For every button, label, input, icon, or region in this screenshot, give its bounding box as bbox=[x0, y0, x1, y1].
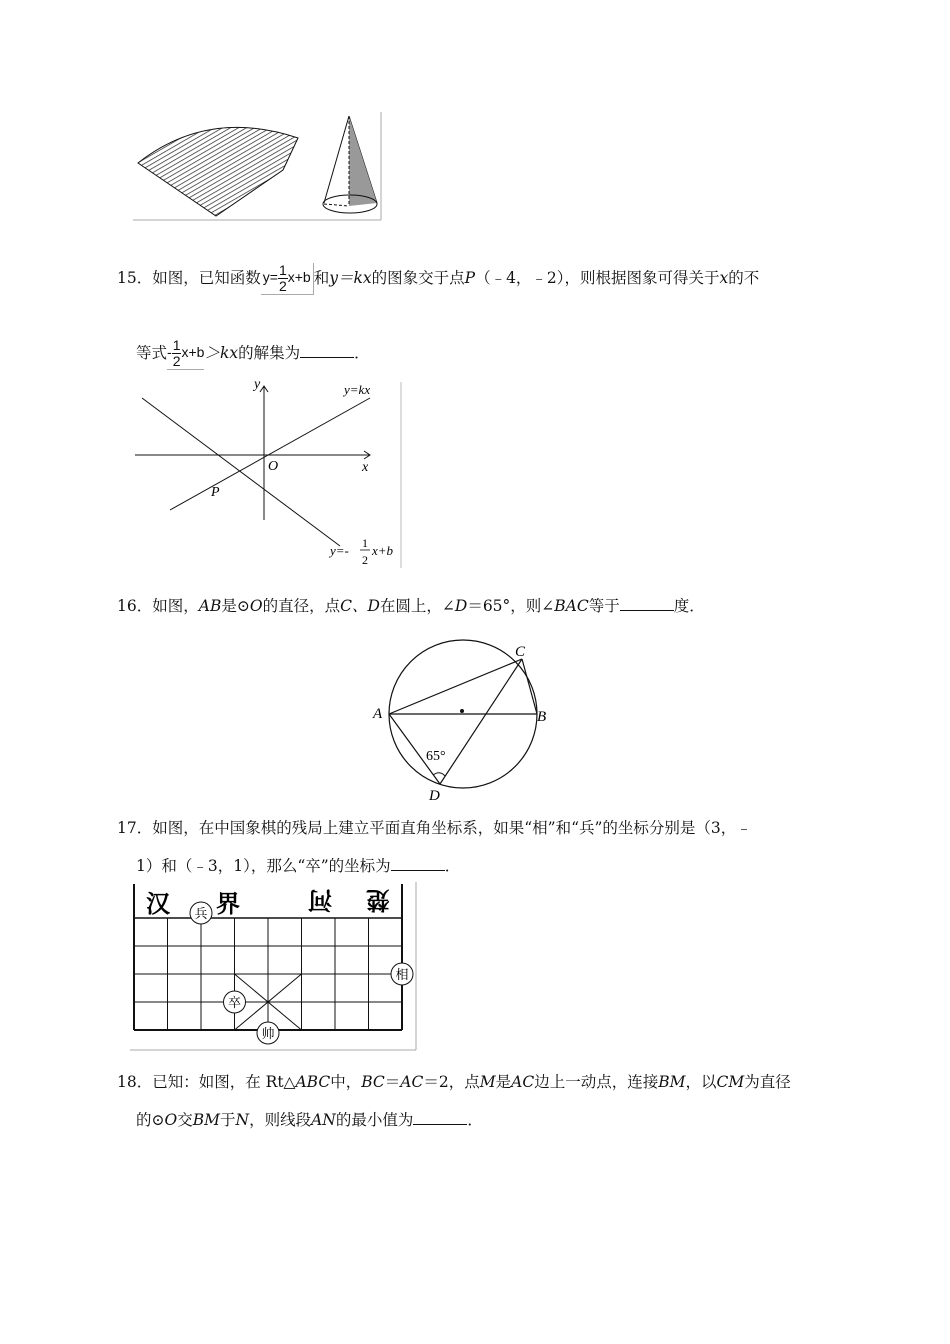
label-a: A bbox=[373, 706, 383, 722]
q18-text: 交 bbox=[177, 1111, 193, 1129]
q16-d: D bbox=[454, 597, 468, 615]
chord-cb bbox=[522, 659, 537, 714]
chord-dc bbox=[440, 659, 522, 784]
q17-end: ． bbox=[444, 857, 461, 875]
line2-label-num: 1 bbox=[362, 536, 368, 550]
q18-ac: AC bbox=[511, 1073, 535, 1091]
q16-bac: BAC bbox=[554, 597, 589, 615]
fraction-numerator: 1 bbox=[172, 337, 181, 353]
x-axis-label: x bbox=[362, 460, 369, 475]
piece-zu[interactable] bbox=[224, 991, 246, 1013]
river-char: 河 bbox=[308, 886, 332, 912]
line2-label-suffix: x+b bbox=[372, 543, 394, 558]
q16-number: 16． bbox=[117, 597, 153, 615]
q16-text: ＝65°，则∠ bbox=[467, 597, 555, 615]
q15-answer-blank[interactable] bbox=[300, 343, 354, 358]
center-dot bbox=[460, 709, 464, 713]
q18-text: ＝2，点 bbox=[423, 1073, 480, 1091]
q17-number: 17． bbox=[117, 819, 153, 837]
q15-text: 如图，已知函数 bbox=[152, 269, 261, 287]
q15-end: ． bbox=[354, 344, 370, 362]
q16-text: 是⊙ bbox=[221, 597, 250, 615]
q15-gt-kx: ＞kx bbox=[204, 344, 239, 362]
river-char: 楚 bbox=[366, 886, 390, 912]
q17-chess-board bbox=[128, 880, 420, 1052]
piece-bing[interactable] bbox=[190, 902, 212, 924]
q18-bc: BC bbox=[361, 1073, 385, 1091]
q18-o: O bbox=[164, 1111, 178, 1129]
q15-text: 和 bbox=[313, 269, 330, 287]
q18-an: AN bbox=[311, 1111, 336, 1129]
label-c: C bbox=[515, 644, 526, 660]
label-b: B bbox=[537, 709, 547, 725]
q15-text: 等式 bbox=[136, 344, 168, 362]
q16-answer-blank[interactable] bbox=[620, 596, 674, 611]
q17-line1 bbox=[117, 818, 752, 838]
q18-text: 的最小值为 bbox=[335, 1111, 414, 1129]
label-d: D bbox=[429, 788, 440, 804]
q15-graph bbox=[130, 378, 405, 570]
q15-ineq-suffix: x+b bbox=[181, 344, 205, 361]
sector-and-cone-figure bbox=[128, 108, 388, 228]
fraction-numerator: 1 bbox=[278, 262, 287, 278]
q16-text: 的直径，点 bbox=[262, 597, 341, 615]
q16-text: 度． bbox=[673, 597, 705, 615]
piece-xiang-label: 相 bbox=[395, 967, 409, 982]
sector-shape bbox=[138, 127, 298, 216]
q18-n: N bbox=[235, 1111, 250, 1129]
q17-line2 bbox=[136, 856, 460, 876]
q18-text: 的⊙ bbox=[136, 1111, 165, 1129]
q15-number: 15． bbox=[117, 269, 153, 287]
q15-var-x: x bbox=[719, 269, 729, 287]
q16-text: 如图， bbox=[152, 597, 199, 615]
q18-text: 为直径 bbox=[744, 1073, 791, 1091]
chord-ac bbox=[389, 659, 522, 714]
q15-line1 bbox=[117, 263, 759, 295]
q18-number: 18． bbox=[117, 1073, 153, 1091]
piece-bing-label: 兵 bbox=[194, 906, 208, 921]
q18-text: 已知：如图，在 Rt△ bbox=[152, 1073, 296, 1091]
y-axis-label: y bbox=[254, 378, 261, 392]
q15-coords: （﹣4，﹣2），则根据图象可得关于 bbox=[475, 269, 720, 287]
q16-text: 等于 bbox=[588, 597, 620, 615]
q15-ineq-fraction bbox=[172, 338, 182, 369]
q15-text: 的图象交于点 bbox=[371, 269, 465, 287]
line-half-x-plus-b bbox=[142, 398, 340, 546]
q18-text: ，则线段 bbox=[249, 1111, 312, 1129]
piece-shuai[interactable] bbox=[257, 1022, 279, 1044]
q15-eq1-fraction bbox=[278, 263, 288, 294]
q15-eq1-suffix: x+b bbox=[287, 269, 311, 286]
q18-text: ＝ bbox=[384, 1073, 401, 1091]
fraction-denominator: 2 bbox=[172, 353, 181, 369]
q18-abc: ABC bbox=[295, 1073, 331, 1091]
fraction-denominator: 2 bbox=[278, 278, 287, 294]
q15-ineq-prefix: - bbox=[167, 344, 172, 361]
q15-line-kx: y＝kx bbox=[329, 269, 372, 287]
q18-cm: CM bbox=[716, 1073, 745, 1091]
q18-end: ． bbox=[467, 1111, 483, 1129]
line2-label-den: 2 bbox=[362, 553, 368, 567]
q18-line1 bbox=[117, 1072, 791, 1092]
river-char: 汉 bbox=[146, 892, 170, 918]
q18-text: ，以 bbox=[685, 1073, 717, 1091]
q18-m: M bbox=[479, 1073, 496, 1091]
q18-bm: BM bbox=[192, 1111, 220, 1129]
q18-text: 中， bbox=[330, 1073, 362, 1091]
q18-text: 是 bbox=[495, 1073, 512, 1091]
q15-line2 bbox=[136, 338, 370, 370]
q15-eq1-prefix: y= bbox=[262, 269, 278, 286]
q15-inequality bbox=[167, 338, 204, 370]
cone-shape bbox=[323, 116, 377, 213]
piece-xiang[interactable] bbox=[391, 963, 413, 985]
river-char: 界 bbox=[216, 892, 240, 918]
q15-text: 的解集为 bbox=[238, 344, 301, 362]
q15-equation-1 bbox=[261, 263, 314, 295]
q18-text: 边上一动点，连接 bbox=[534, 1073, 659, 1091]
point-p-label: P bbox=[211, 485, 220, 500]
q17-text: 1）和（﹣3，1），那么“卒”的坐标为 bbox=[136, 857, 391, 875]
line2-label-prefix: y=- bbox=[330, 543, 349, 558]
q18-ac: AC bbox=[400, 1073, 424, 1091]
q16-text: 在圆上，∠ bbox=[379, 597, 455, 615]
q16-o: O bbox=[249, 597, 263, 615]
q17-answer-blank[interactable] bbox=[391, 856, 445, 871]
q18-bm: BM bbox=[658, 1073, 686, 1091]
q16-ab: AB bbox=[198, 597, 222, 615]
q16-circle-figure bbox=[365, 632, 565, 804]
q18-text: 于 bbox=[220, 1111, 236, 1129]
q18-answer-blank[interactable] bbox=[413, 1110, 467, 1125]
q15-text: 的不 bbox=[728, 269, 760, 287]
q16-line bbox=[117, 596, 705, 616]
line2-label bbox=[328, 536, 394, 567]
line-kx-label: y=kx bbox=[344, 382, 371, 397]
q15-point-p: P bbox=[464, 269, 476, 287]
q16-cd: C、D bbox=[340, 597, 380, 615]
q18-line2 bbox=[136, 1110, 483, 1130]
angle-label: 65° bbox=[426, 749, 446, 764]
piece-zu-label: 卒 bbox=[227, 995, 242, 1010]
q17-text: 如图，在中国象棋的残局上建立平面直角坐标系，如果“相”和“兵”的坐标分别是（3，﹣ bbox=[152, 819, 752, 837]
river-text bbox=[146, 886, 390, 918]
piece-shuai-label: 帅 bbox=[261, 1026, 275, 1041]
origin-label: O bbox=[268, 459, 279, 474]
